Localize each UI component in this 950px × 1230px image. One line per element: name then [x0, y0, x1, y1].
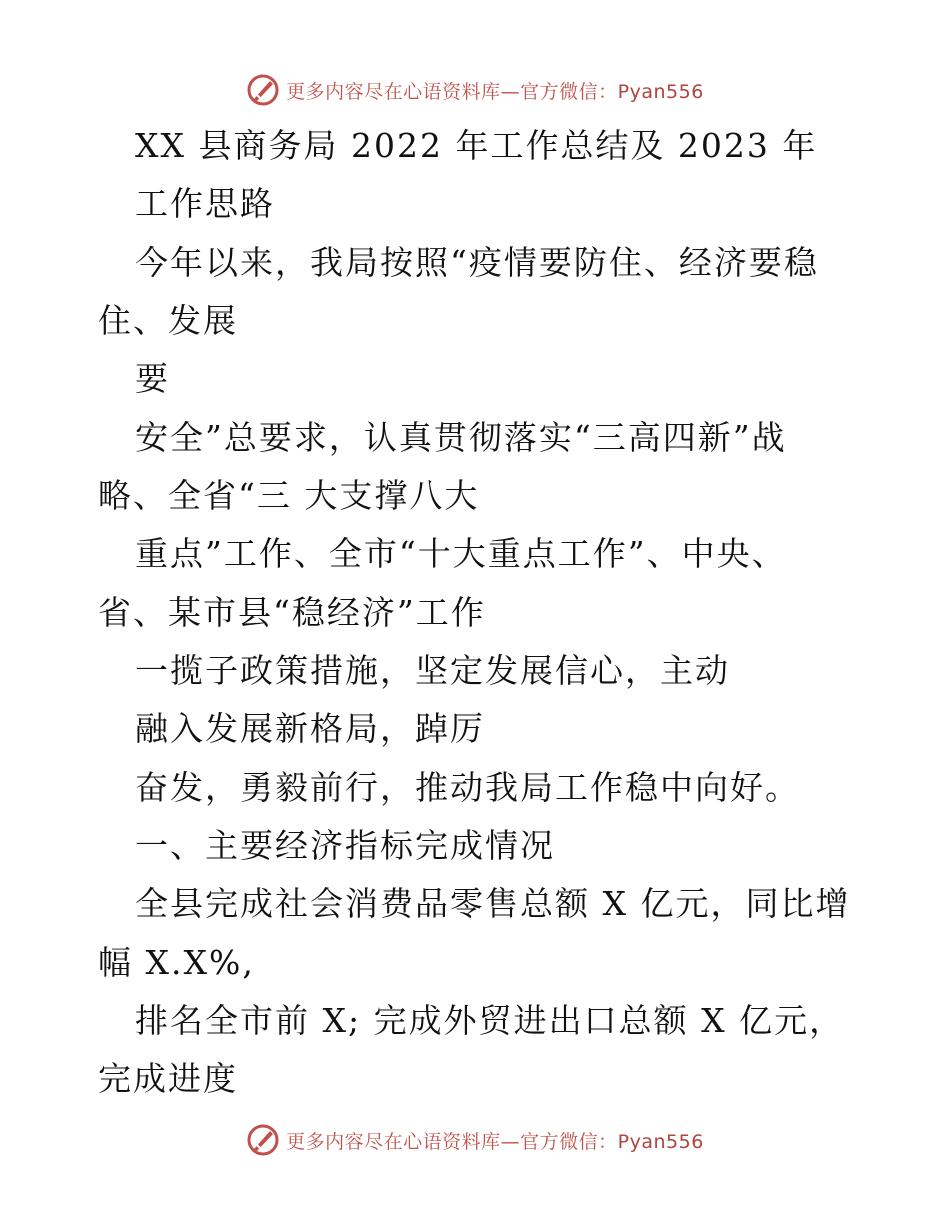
doc-line: 幅 X.X%, [98, 943, 255, 982]
footer-banner-label: 更多内容尽在心语资料库—官方微信： [286, 1130, 618, 1153]
doc-line: 一揽子政策措施，坚定发展信心，主动 [135, 651, 730, 690]
doc-line: 奋发，勇毅前行，推动我局工作稳中向好。 [135, 768, 800, 807]
doc-line: 省、某市县“稳经济”工作 [98, 593, 486, 632]
doc-line: 排名全市前 X; 完成外贸进出口总额 X 亿元， [135, 1001, 845, 1040]
footer-banner [0, 1120, 950, 1160]
doc-line: 今年以来，我局按照“疫情要防住、经济要稳 [135, 243, 819, 282]
doc-title-line-1: XX 县商务局 2022 年工作总结及 2023 年 [135, 126, 818, 165]
doc-title-line-2: 工作思路 [135, 184, 275, 223]
doc-line: 要 [135, 359, 170, 398]
footer-banner-text [286, 1127, 704, 1154]
doc-line: 完成进度 [98, 1059, 238, 1098]
doc-line: 安全”总要求，认真贯彻落实“三高四新”战 [135, 418, 787, 457]
header-banner-wechat: Pyan556 [617, 80, 704, 103]
doc-line: 融入发展新格局，踔厉 [135, 709, 485, 748]
doc-line: 重点”工作、全市“十大重点工作”、中央、 [135, 534, 787, 573]
doc-line: 住、发展 [98, 301, 238, 340]
quill-logo-icon [246, 1123, 280, 1157]
header-banner-text [286, 77, 704, 104]
doc-line: 略、全省“三 大支撑八大 [98, 476, 480, 515]
doc-line: 全县完成社会消费品零售总额 X 亿元，同比增 [135, 884, 851, 923]
footer-banner-wechat: Pyan556 [617, 1130, 704, 1153]
header-banner [0, 70, 950, 110]
header-banner-label: 更多内容尽在心语资料库—官方微信： [286, 80, 618, 103]
section-heading: 一、主要经济指标完成情况 [135, 826, 555, 865]
quill-logo-icon [246, 73, 280, 107]
